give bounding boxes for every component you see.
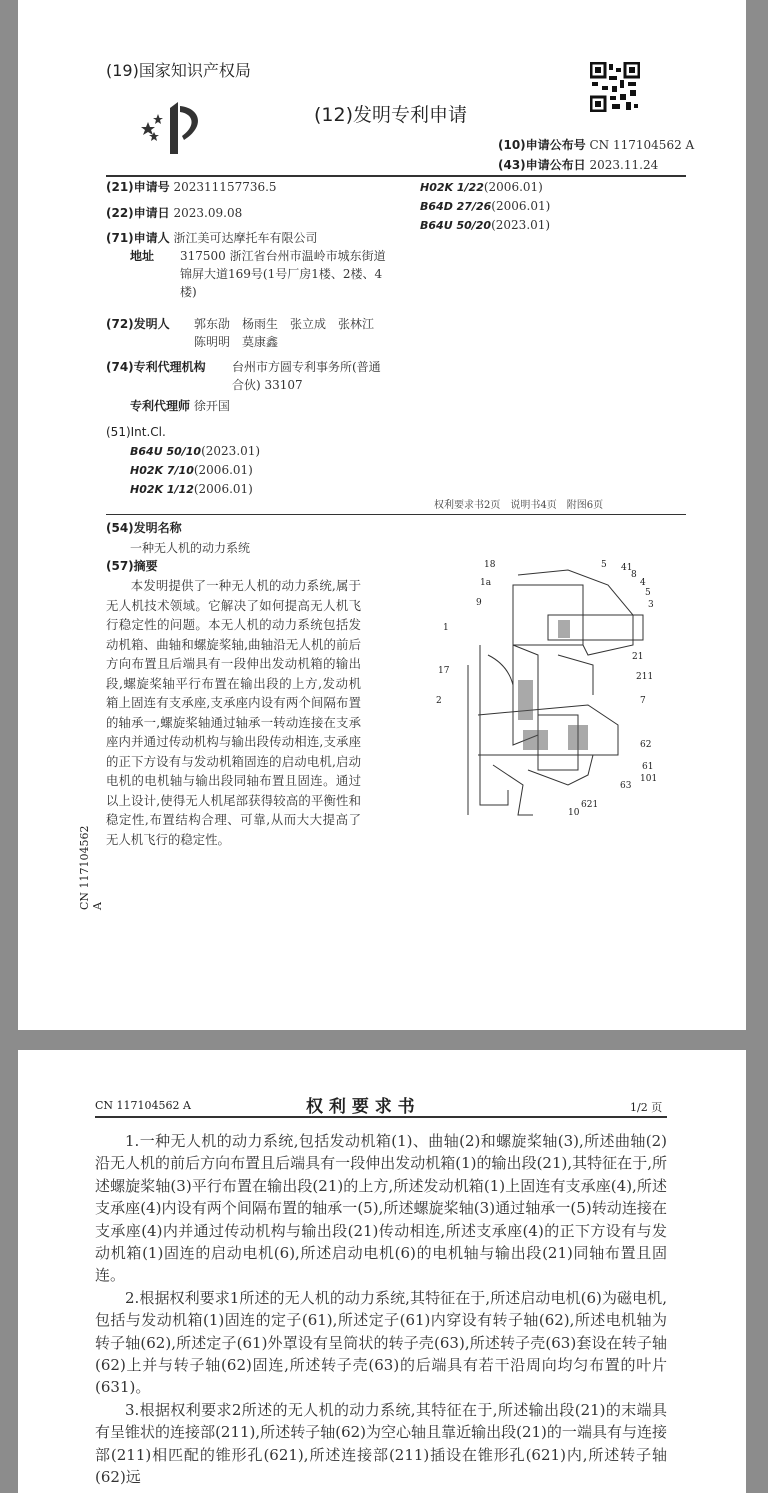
app-no: 202311157736.5 [173, 180, 277, 194]
figure-reference-label: 9 [476, 598, 482, 608]
figure-reference-label: 61 [642, 762, 654, 772]
applicant-label: (71)申请人 [106, 231, 170, 245]
front-page [18, 0, 746, 1030]
header-publication-number: CN 117104562 A [95, 1099, 191, 1112]
section-divider [106, 514, 686, 515]
pub-date-label: (43)申请公布日 [498, 158, 586, 172]
figure-reference-label: 7 [640, 696, 646, 706]
pub-no-label: (10)申请公布号 [498, 138, 586, 152]
header-divider [106, 175, 686, 177]
intcl-version: (2006.01) [193, 482, 253, 496]
cls-version: (2006.01) [483, 180, 543, 194]
inventors: 郭东劭 杨雨生 张立成 张林江 陈明明 莫康鑫 [194, 317, 387, 349]
agency-label: (74)专利代理机构 [106, 360, 206, 374]
page-counts: 权利要求书2页 说明书4页 附图6页 [434, 500, 604, 511]
cls-version: (2006.01) [491, 199, 551, 213]
side-publication-number: CN 117104562 A [78, 825, 104, 910]
figure-reference-label: 1 [443, 623, 449, 633]
intcl-version: (2006.01) [193, 463, 253, 477]
agent-label: 专利代理师 [130, 399, 191, 413]
figure-reference-label: 101 [640, 774, 658, 784]
address: 317500 浙江省台州市温岭市城东街道锦屏大道169号(1号厂房1楼、2楼、4楼) [180, 249, 386, 299]
figure-reference-label: 3 [648, 600, 654, 610]
figure-reference-label: 8 [631, 570, 637, 580]
app-no-label: (21)申请号 [106, 180, 170, 194]
intcl-code: H02K 1/12 [130, 483, 194, 496]
office-name: (19)国家知识产权局 [106, 61, 251, 80]
cls-code: B64D 27/26 [420, 200, 492, 213]
cls-version: (2023.01) [491, 218, 551, 232]
cnipa-logo-icon [140, 100, 210, 156]
figure-reference-label: 18 [484, 560, 496, 570]
intcl-code: H02K 7/10 [130, 464, 194, 477]
claim-item: 1.一种无人机的动力系统,包括发动机箱(1)、曲轴(2)和螺旋桨轴(3),所述曲轴(2)沿无人机的前后方向布置且后端具有一段伸出发动机箱(1)的输出段(21),其特征在于,所述螺旋桨轴(3)平行布置在输出段(21)的上方,所述发动机箱(1)上固连有支承座(4),所述支承座(4)内设有两个间隔布置的轴承一(5),所述螺旋桨轴(3)通过轴承一(5)转动连接在支承座(4)内并通过传动机构与输出段(21)传动相连,所述支承座(4)的正下方设有与发动机箱(1)固连的启动电机(6),所述启动电机(6)的电机轴与输出段(21)同轴布置且固连。 [95, 1132, 667, 1285]
figure-reference-label: 41 [621, 563, 633, 573]
claims-page [18, 1050, 746, 1493]
figure-reference-label: 621 [581, 800, 599, 810]
pub-no: CN 117104562 A [589, 138, 695, 152]
figure-reference-label: 17 [438, 666, 450, 676]
figure-reference-label: 211 [636, 672, 654, 682]
figure-reference-label: 5 [601, 560, 607, 570]
figure-reference-label: 21 [632, 652, 644, 662]
inventor-label: (72)发明人 [106, 317, 170, 331]
intcl-code: B64U 50/10 [130, 445, 202, 458]
figure-reference-label: 63 [620, 781, 632, 791]
figure-reference-label: 10 [568, 808, 580, 818]
page-indicator: 1/2 页 [630, 1101, 663, 1114]
figure-reference-label: 2 [436, 696, 442, 706]
address-label: 地址 [130, 249, 155, 263]
cls-code: H02K 1/22 [420, 181, 484, 194]
cls-code: B64U 50/20 [420, 219, 492, 232]
intcl-version: (2023.01) [201, 444, 261, 458]
figure-reference-label: 62 [640, 740, 652, 750]
claims-list [95, 1130, 667, 1489]
pub-date: 2023.11.24 [589, 158, 659, 172]
intcl-label: (51)Int.Cl. [106, 425, 166, 439]
abstract-label: (57)摘要 [106, 559, 158, 573]
app-date: 2023.09.08 [173, 206, 243, 220]
document-type: (12)发明专利申请 [314, 104, 468, 126]
title-label: (54)发明名称 [106, 521, 182, 535]
patent-drawing [418, 555, 683, 825]
claim-item: 3.根据权利要求2所述的无人机的动力系统,其特征在于,所述输出段(21)的末端具有呈锥状的连接部(211),所述转子轴(62)为空心轴且靠近输出段(21)的一端具有与连接部(211)相匹配的锥形孔(621),所述连接部(211)插设在锥形孔(621)内,所述转子轴(62)远 [95, 1400, 667, 1487]
applicant: 浙江美可达摩托车有限公司 [173, 231, 318, 245]
claims-title: 权 利 要 求 书 [306, 1097, 415, 1117]
agency: 台州市方圆专利事务所(普通合伙) 33107 [232, 360, 381, 392]
qr-code-icon [590, 62, 640, 112]
header-divider [95, 1116, 667, 1118]
agent: 徐开国 [193, 399, 230, 413]
figure-reference-label: 1a [480, 578, 492, 588]
figure-reference-label: 4 [640, 578, 646, 588]
abstract-text: 本发明提供了一种无人机的动力系统,属于无人机技术领域。它解决了如何提高无人机飞行稳定性的问题。本无人机的动力系统包括发动机箱、曲轴和螺旋桨轴,曲轴沿无人机的前后方向布置且后端具有一段伸出发动机箱的输出段,螺旋桨轴平行布置在输出段的上方,发动机箱上固连有支承座,支承座内设有两个间隔布置的轴承一,螺旋桨轴通过轴承一转动连接在支承座内并通过传动机构与输出段传动相连,支承座的正下方设有与发动机箱固连的启动电机,启动电机的电机轴与输出段同轴布置且固连。通过以上设计,使得无人机尾部获得较高的平衡性和稳定性,布置结构合理、可靠,从而大大提高了无人机飞行的稳定性。 [106, 578, 361, 847]
app-date-label: (22)申请日 [106, 206, 170, 220]
figure-reference-label: 5 [645, 588, 651, 598]
claim-item: 2.根据权利要求1所述的无人机的动力系统,其特征在于,所述启动电机(6)为磁电机,包括与发动机箱(1)固连的定子(61),所述定子(61)内穿设有转子轴(62),所述电机轴为转子轴(62),所述定子(61)外罩设有呈筒状的转子壳(63),所述转子壳(63)套设在转子轴(62)上并与转子轴(62)固连,所述转子壳(63)的后端具有若干沿周向均匀布置的叶片(631)。 [95, 1288, 667, 1397]
invention-title: 一种无人机的动力系统 [130, 541, 251, 555]
